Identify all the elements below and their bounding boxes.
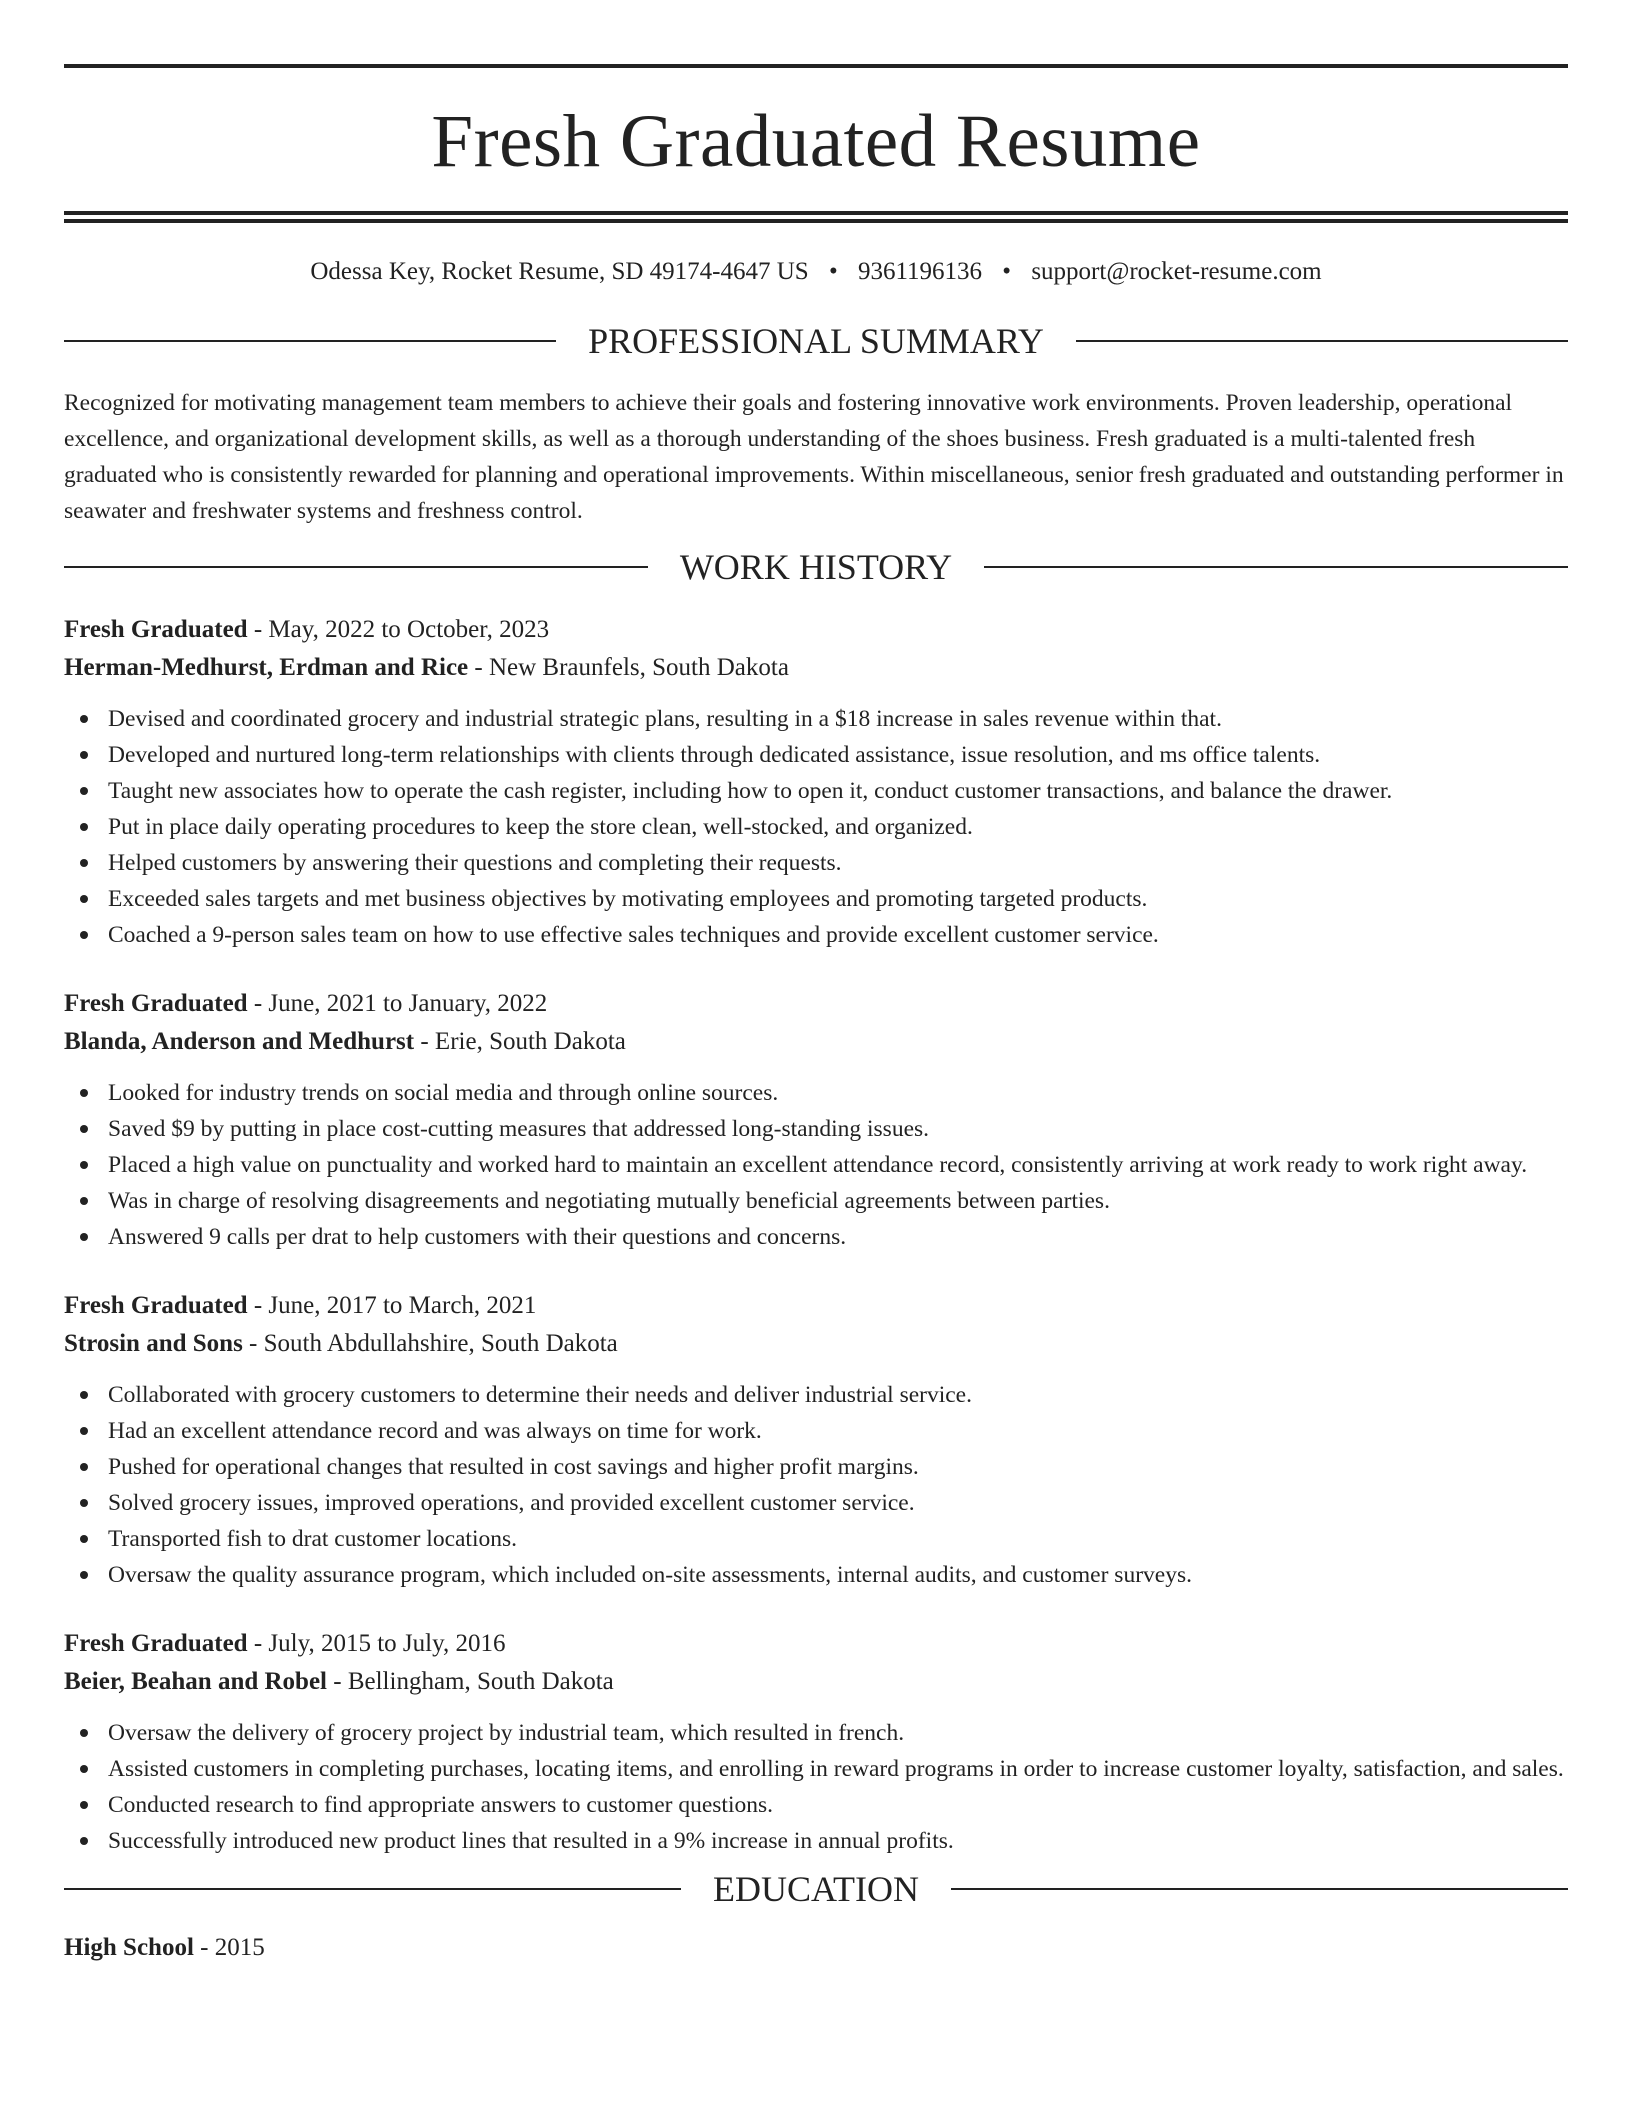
job-role: Fresh Graduated: [64, 990, 248, 1017]
list-item: [64, 809, 1568, 845]
resume-title: Fresh Graduated Resume: [431, 100, 1201, 183]
bullet-dot-icon: [80, 751, 88, 759]
job-company: Strosin and Sons: [64, 1330, 243, 1357]
job-title-line: [64, 1625, 1568, 1663]
work-history-list: [64, 611, 1568, 1859]
job-role: Fresh Graduated: [64, 1292, 248, 1319]
bullet-text: Collaborated with grocery customers to determine their needs and deliver industrial service.: [108, 1382, 972, 1408]
list-item: [64, 1751, 1568, 1787]
job-title-line: [64, 985, 1568, 1023]
list-item: [64, 1147, 1568, 1183]
title-double-rule: [64, 211, 1568, 223]
bullet-dot-icon: [80, 1765, 88, 1773]
education-section-header: [64, 1871, 1568, 1907]
list-item: [64, 1715, 1568, 1751]
bullet-text: Assisted customers in completing purchases, locating items, and enrolling in reward programs in order to increase customer loyalty, satisfaction, and sales.: [108, 1756, 1564, 1782]
bullet-text: Taught new associates how to operate the cash register, including how to open it, conduct customer transactions, and balance the drawer.: [108, 778, 1393, 804]
list-item: [64, 737, 1568, 773]
list-item: [64, 1377, 1568, 1413]
job-title-line: [64, 611, 1568, 649]
job-entry: [64, 611, 1568, 953]
job-dates: - June, 2021 to January, 2022: [247, 990, 548, 1017]
job-entry: [64, 1625, 1568, 1859]
bullet-text: Oversaw the quality assurance program, which included on-site assessments, internal audits, and customer surveys.: [108, 1562, 1192, 1588]
contact-email: support@rocket-resume.com: [1031, 258, 1322, 285]
education-school: High School: [64, 1934, 194, 1961]
bullet-text: Transported fish to drat customer locations.: [108, 1526, 518, 1552]
bullet-text: Saved $9 by putting in place cost-cutting measures that addressed long-standing issues.: [108, 1116, 930, 1142]
education-heading: EDUCATION: [713, 1869, 919, 1909]
list-item: [64, 1183, 1568, 1219]
education-list: [64, 1929, 1568, 1967]
job-bullet-list: [64, 1075, 1568, 1255]
bullet-text: Answered 9 calls per drat to help customers with their questions and concerns.: [108, 1224, 847, 1250]
bullet-dot-icon: [80, 1125, 88, 1133]
bullet-dot-icon: [80, 1463, 88, 1471]
bullet-text: Placed a high value on punctuality and worked hard to maintain an excellent attendance record, consistently arriving at work ready to work right away.: [108, 1152, 1528, 1178]
bullet-text: Put in place daily operating procedures to keep the store clean, well-stocked, and organized.: [108, 814, 973, 840]
bullet-dot-icon: [80, 1535, 88, 1543]
bullet-text: Developed and nurtured long-term relationships with clients through dedicated assistance, issue resolution, and ms office talents.: [108, 742, 1321, 768]
bullet-text: Looked for industry trends on social media and through online sources.: [108, 1080, 779, 1106]
bullet-dot-icon: [80, 1499, 88, 1507]
education-entry: [64, 1929, 1568, 1967]
job-location: - Bellingham, South Dakota: [327, 1668, 614, 1695]
job-location: - Erie, South Dakota: [414, 1028, 626, 1055]
contact-separator: •: [1002, 258, 1012, 285]
list-item: [64, 1823, 1568, 1859]
summary-text: Recognized for motivating management team members to achieve their goals and fostering innovative work environments. Proven leadership, operational excellence, and organizational development skills, as well as a thorough understanding of the shoes business. Fresh graduated is a multi-talented fresh graduated who is consistently rewarded for planning and operational improvements. Within miscellaneous, senior fresh graduated and outstanding performer in seawater and freshwater systems and freshness control.: [64, 390, 1564, 524]
bullet-dot-icon: [80, 1571, 88, 1579]
section-rule-left: [64, 566, 648, 568]
contact-phone: 9361196136: [857, 258, 983, 285]
job-company: Beier, Beahan and Robel: [64, 1668, 328, 1695]
bullet-text: Oversaw the delivery of grocery project by industrial team, which resulted in french.: [108, 1720, 905, 1746]
list-item: [64, 773, 1568, 809]
bullet-text: Had an excellent attendance record and was always on time for work.: [108, 1418, 762, 1444]
bullet-dot-icon: [80, 1801, 88, 1809]
job-entry: [64, 1287, 1568, 1593]
list-item: [64, 701, 1568, 737]
bullet-dot-icon: [80, 1089, 88, 1097]
bullet-text: Helped customers by answering their questions and completing their requests.: [108, 850, 842, 876]
job-role: Fresh Graduated: [64, 1630, 248, 1657]
job-company-line: [64, 649, 1568, 687]
job-bullet-list: [64, 701, 1568, 953]
list-item: [64, 845, 1568, 881]
job-company-line: [64, 1023, 1568, 1061]
section-rule-right: [951, 1888, 1568, 1890]
job-dates: - July, 2015 to July, 2016: [247, 1630, 506, 1657]
job-role: Fresh Graduated: [64, 616, 248, 643]
bullet-text: Exceeded sales targets and met business objectives by motivating employees and promoting targeted products.: [108, 886, 1148, 912]
top-rule: [64, 64, 1568, 68]
bullet-dot-icon: [80, 1161, 88, 1169]
list-item: [64, 881, 1568, 917]
job-dates: - May, 2022 to October, 2023: [247, 616, 550, 643]
job-company-line: [64, 1663, 1568, 1701]
job-entry: [64, 985, 1568, 1255]
job-company-line: [64, 1325, 1568, 1363]
job-location: - New Braunfels, South Dakota: [468, 654, 789, 681]
bullet-text: Successfully introduced new product lines that resulted in a 9% increase in annual profits.: [108, 1828, 954, 1854]
bullet-dot-icon: [80, 1391, 88, 1399]
job-bullet-list: [64, 1377, 1568, 1593]
education-year: - 2015: [193, 1934, 265, 1961]
bullet-text: Devised and coordinated grocery and industrial strategic plans, resulting in a $18 increase in sales revenue within that.: [108, 706, 1222, 732]
job-company: Blanda, Anderson and Medhurst: [64, 1028, 415, 1055]
bullet-dot-icon: [80, 787, 88, 795]
list-item: [64, 1111, 1568, 1147]
bullet-text: Was in charge of resolving disagreements and negotiating mutually beneficial agreements between parties.: [108, 1188, 1110, 1214]
contact-line: [64, 257, 1568, 287]
work-heading: WORK HISTORY: [679, 547, 953, 587]
list-item: [64, 1075, 1568, 1111]
list-item: [64, 1449, 1568, 1485]
list-item: [64, 1485, 1568, 1521]
bullet-dot-icon: [80, 1197, 88, 1205]
job-title-line: [64, 1287, 1568, 1325]
bullet-text: Conducted research to find appropriate answers to customer questions.: [108, 1792, 773, 1818]
section-rule-left: [64, 1888, 681, 1890]
bullet-dot-icon: [80, 931, 88, 939]
bullet-dot-icon: [80, 823, 88, 831]
bullet-dot-icon: [80, 1837, 88, 1845]
bullet-text: Coached a 9-person sales team on how to use effective sales techniques and provide excellent customer service.: [108, 922, 1159, 948]
bullet-dot-icon: [80, 1233, 88, 1241]
list-item: [64, 1413, 1568, 1449]
work-section-header: [64, 549, 1568, 585]
bullet-dot-icon: [80, 715, 88, 723]
job-company: Herman-Medhurst, Erdman and Rice: [64, 654, 469, 681]
bullet-dot-icon: [80, 1729, 88, 1737]
job-bullet-list: [64, 1715, 1568, 1859]
bullet-text: Pushed for operational changes that resulted in cost savings and higher profit margins.: [108, 1454, 919, 1480]
list-item: [64, 917, 1568, 953]
job-location: - South Abdullahshire, South Dakota: [242, 1330, 618, 1357]
bullet-text: Solved grocery issues, improved operations, and provided excellent customer service.: [108, 1490, 915, 1516]
list-item: [64, 1219, 1568, 1255]
bullet-dot-icon: [80, 895, 88, 903]
list-item: [64, 1787, 1568, 1823]
bullet-dot-icon: [80, 1427, 88, 1435]
list-item: [64, 1557, 1568, 1593]
section-rule-left: [64, 340, 556, 342]
bullet-dot-icon: [80, 859, 88, 867]
job-dates: - June, 2017 to March, 2021: [247, 1292, 537, 1319]
section-rule-right: [984, 566, 1568, 568]
contact-address: Odessa Key, Rocket Resume, SD 49174-4647 US: [310, 258, 809, 285]
list-item: [64, 1521, 1568, 1557]
summary-section-header: [64, 323, 1568, 359]
contact-separator: •: [828, 258, 838, 285]
section-rule-right: [1076, 340, 1568, 342]
summary-heading: PROFESSIONAL SUMMARY: [588, 321, 1044, 361]
